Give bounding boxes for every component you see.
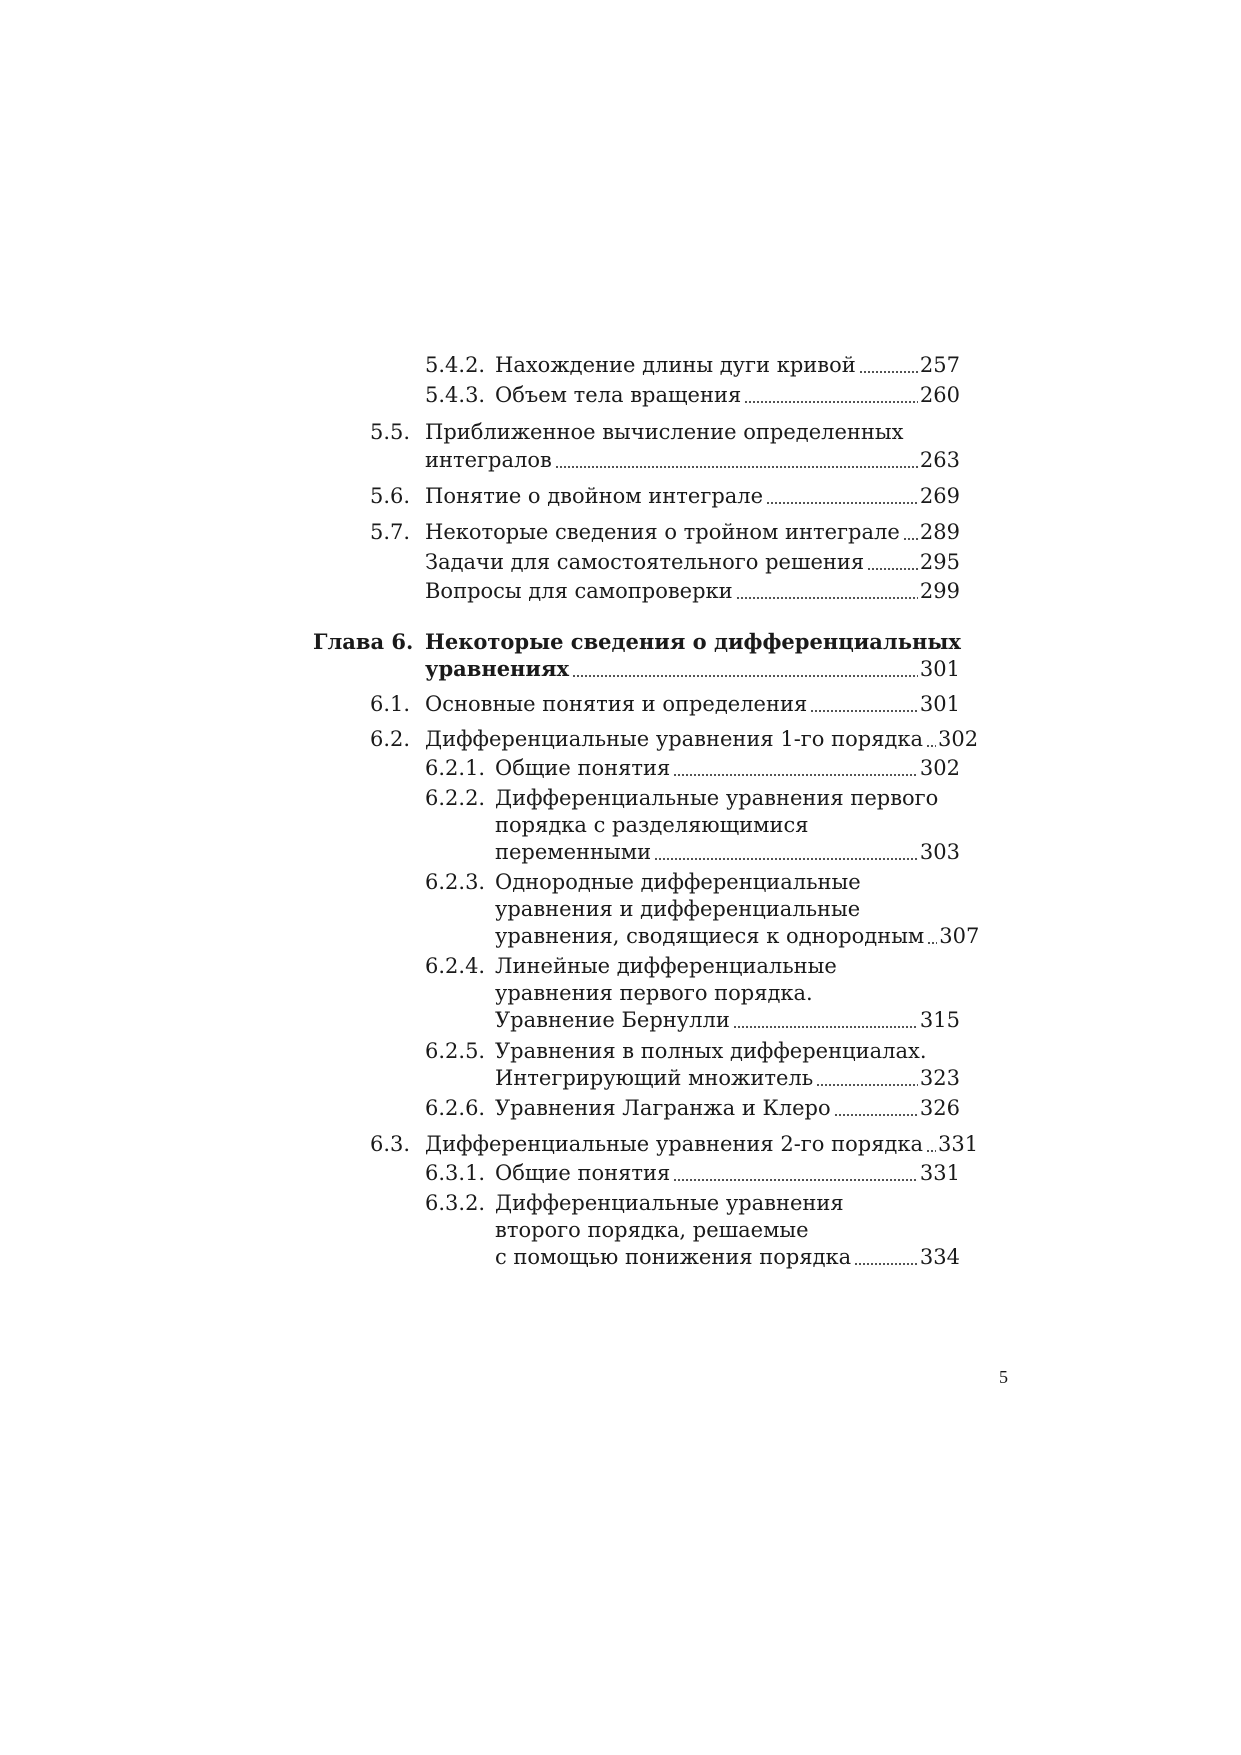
toc-title-line: уравнения, сводящиеся к однородным [495,924,925,948]
toc-number: 5.4.3. [425,383,486,407]
toc-page-number: 289 [919,520,960,544]
toc-line [425,1129,979,1159]
toc-number: 6.2. [370,727,411,751]
chapter-number: Глава 6. [313,629,414,654]
toc-page-number: 302 [938,727,979,751]
toc-page-number: 323 [919,1066,960,1090]
toc-title: Объем тела вращения [495,383,742,407]
dot-leader [867,568,918,570]
toc-title-line: второго порядка, решаемые [495,1218,809,1242]
toc-line [425,547,960,577]
toc-title: Общие понятия [495,756,671,780]
toc-page-number: 263 [919,448,960,472]
toc-line [425,724,979,754]
toc-title-line: с помощью понижения порядка [495,1245,852,1269]
dot-leader [816,1084,918,1086]
toc-number: 6.3. [370,1132,411,1156]
toc-page-number: 301 [919,692,960,716]
dot-leader [572,675,918,677]
toc-number: 5.5. [370,420,411,444]
toc-number: 5.7. [370,520,411,544]
dot-leader [903,538,918,540]
toc-number: 6.2.6. [425,1096,486,1120]
toc-number: 5.4.2. [425,353,486,377]
toc-page-number: 301 [919,657,960,681]
toc-number: 6.3.1. [425,1161,486,1185]
toc-number: 6.3.2. [425,1191,486,1215]
toc-page-number: 295 [919,550,960,574]
dot-leader [654,858,918,860]
toc-line [495,753,960,783]
dot-leader [733,1026,918,1028]
toc-title: Вопросы для самопроверки [425,579,733,603]
toc-title-line: Однородные дифференциальные [495,870,861,894]
toc-title-line: Дифференциальные уравнения первого [495,786,939,810]
page-number: 5 [999,1367,1008,1387]
toc-page-number: 315 [919,1008,960,1032]
toc-number: 6.2.2. [425,786,486,810]
dot-leader [673,1179,918,1181]
toc-page-number: 299 [919,579,960,603]
toc-page-number: 302 [919,756,960,780]
toc-page-number: 269 [919,484,960,508]
toc-page-number: 257 [919,353,960,377]
toc-line [495,1005,960,1035]
dot-leader [744,401,918,403]
toc-number: 6.1. [370,692,411,716]
toc-page-number: 331 [938,1132,979,1156]
toc-title-line: Дифференциальные уравнения [495,1191,844,1215]
toc-number: 5.6. [370,484,411,508]
toc-line [495,1158,960,1188]
dot-leader [834,1114,918,1116]
toc-line [425,689,960,719]
toc-line [495,1242,960,1272]
dot-leader [926,745,936,747]
toc-title: Понятие о двойном интеграле [425,484,764,508]
toc-title: Дифференциальные уравнения 1-го порядка [425,727,924,751]
toc-title: Общие понятия [495,1161,671,1185]
dot-leader [736,597,918,599]
toc-title: Основные понятия и определения [425,692,808,716]
toc-title-line: Уравнения в полных дифференциалах. [495,1039,927,1063]
toc-title-line: Линейные дифференциальные [495,954,837,978]
toc-title-line: порядка с разделяющимися [495,813,809,837]
toc-title: Некоторые сведения о тройном интеграле [425,520,900,544]
toc-title: Дифференциальные уравнения 2-го порядка [425,1132,924,1156]
toc-page-number: 260 [919,383,960,407]
dot-leader [766,502,918,504]
chapter-title-line: уравнениях [425,656,570,681]
toc-line [495,921,980,951]
dot-leader [555,466,918,468]
toc-line [495,1093,960,1123]
toc-page-number: 326 [919,1096,960,1120]
toc-page-number: 303 [919,840,960,864]
toc-number: 6.2.4. [425,954,486,978]
toc-number: 6.2.1. [425,756,486,780]
dot-leader [926,1150,936,1152]
toc-title-line: Уравнение Бернулли [495,1008,730,1032]
toc-number: 6.2.3. [425,870,486,894]
toc-number: 6.2.5. [425,1039,486,1063]
dot-leader [673,774,918,776]
toc-title-line: уравнения и дифференциальные [495,897,861,921]
toc-line [495,837,960,867]
dot-leader [854,1263,918,1265]
toc-page-number: 331 [919,1161,960,1185]
dot-leader [859,371,918,373]
toc-line [425,445,960,475]
toc-title-line: уравнения первого порядка. [495,981,813,1005]
toc-title-line: Приближенное вычисление определенных [425,420,904,444]
toc-line [425,576,960,606]
toc-title-line: интегралов [425,448,552,472]
toc-title-line: переменными [495,840,652,864]
toc-title: Задачи для самостоятельного решения [425,550,865,574]
toc-line [425,654,960,684]
toc-page-number: 307 [939,924,980,948]
toc-title-line: Интегрирующий множитель [495,1066,814,1090]
dot-leader [810,710,918,712]
toc-line [425,517,960,547]
toc-title: Уравнения Лагранжа и Клеро [495,1096,831,1120]
toc-page-number: 334 [919,1245,960,1269]
toc-line [425,481,960,511]
toc-title: Нахождение длины дуги кривой [495,353,856,377]
toc-line [495,380,960,410]
dot-leader [927,942,937,944]
chapter-title-line: Некоторые сведения о дифференциальных [425,629,961,654]
toc-line [495,1063,960,1093]
toc-line [495,350,960,380]
